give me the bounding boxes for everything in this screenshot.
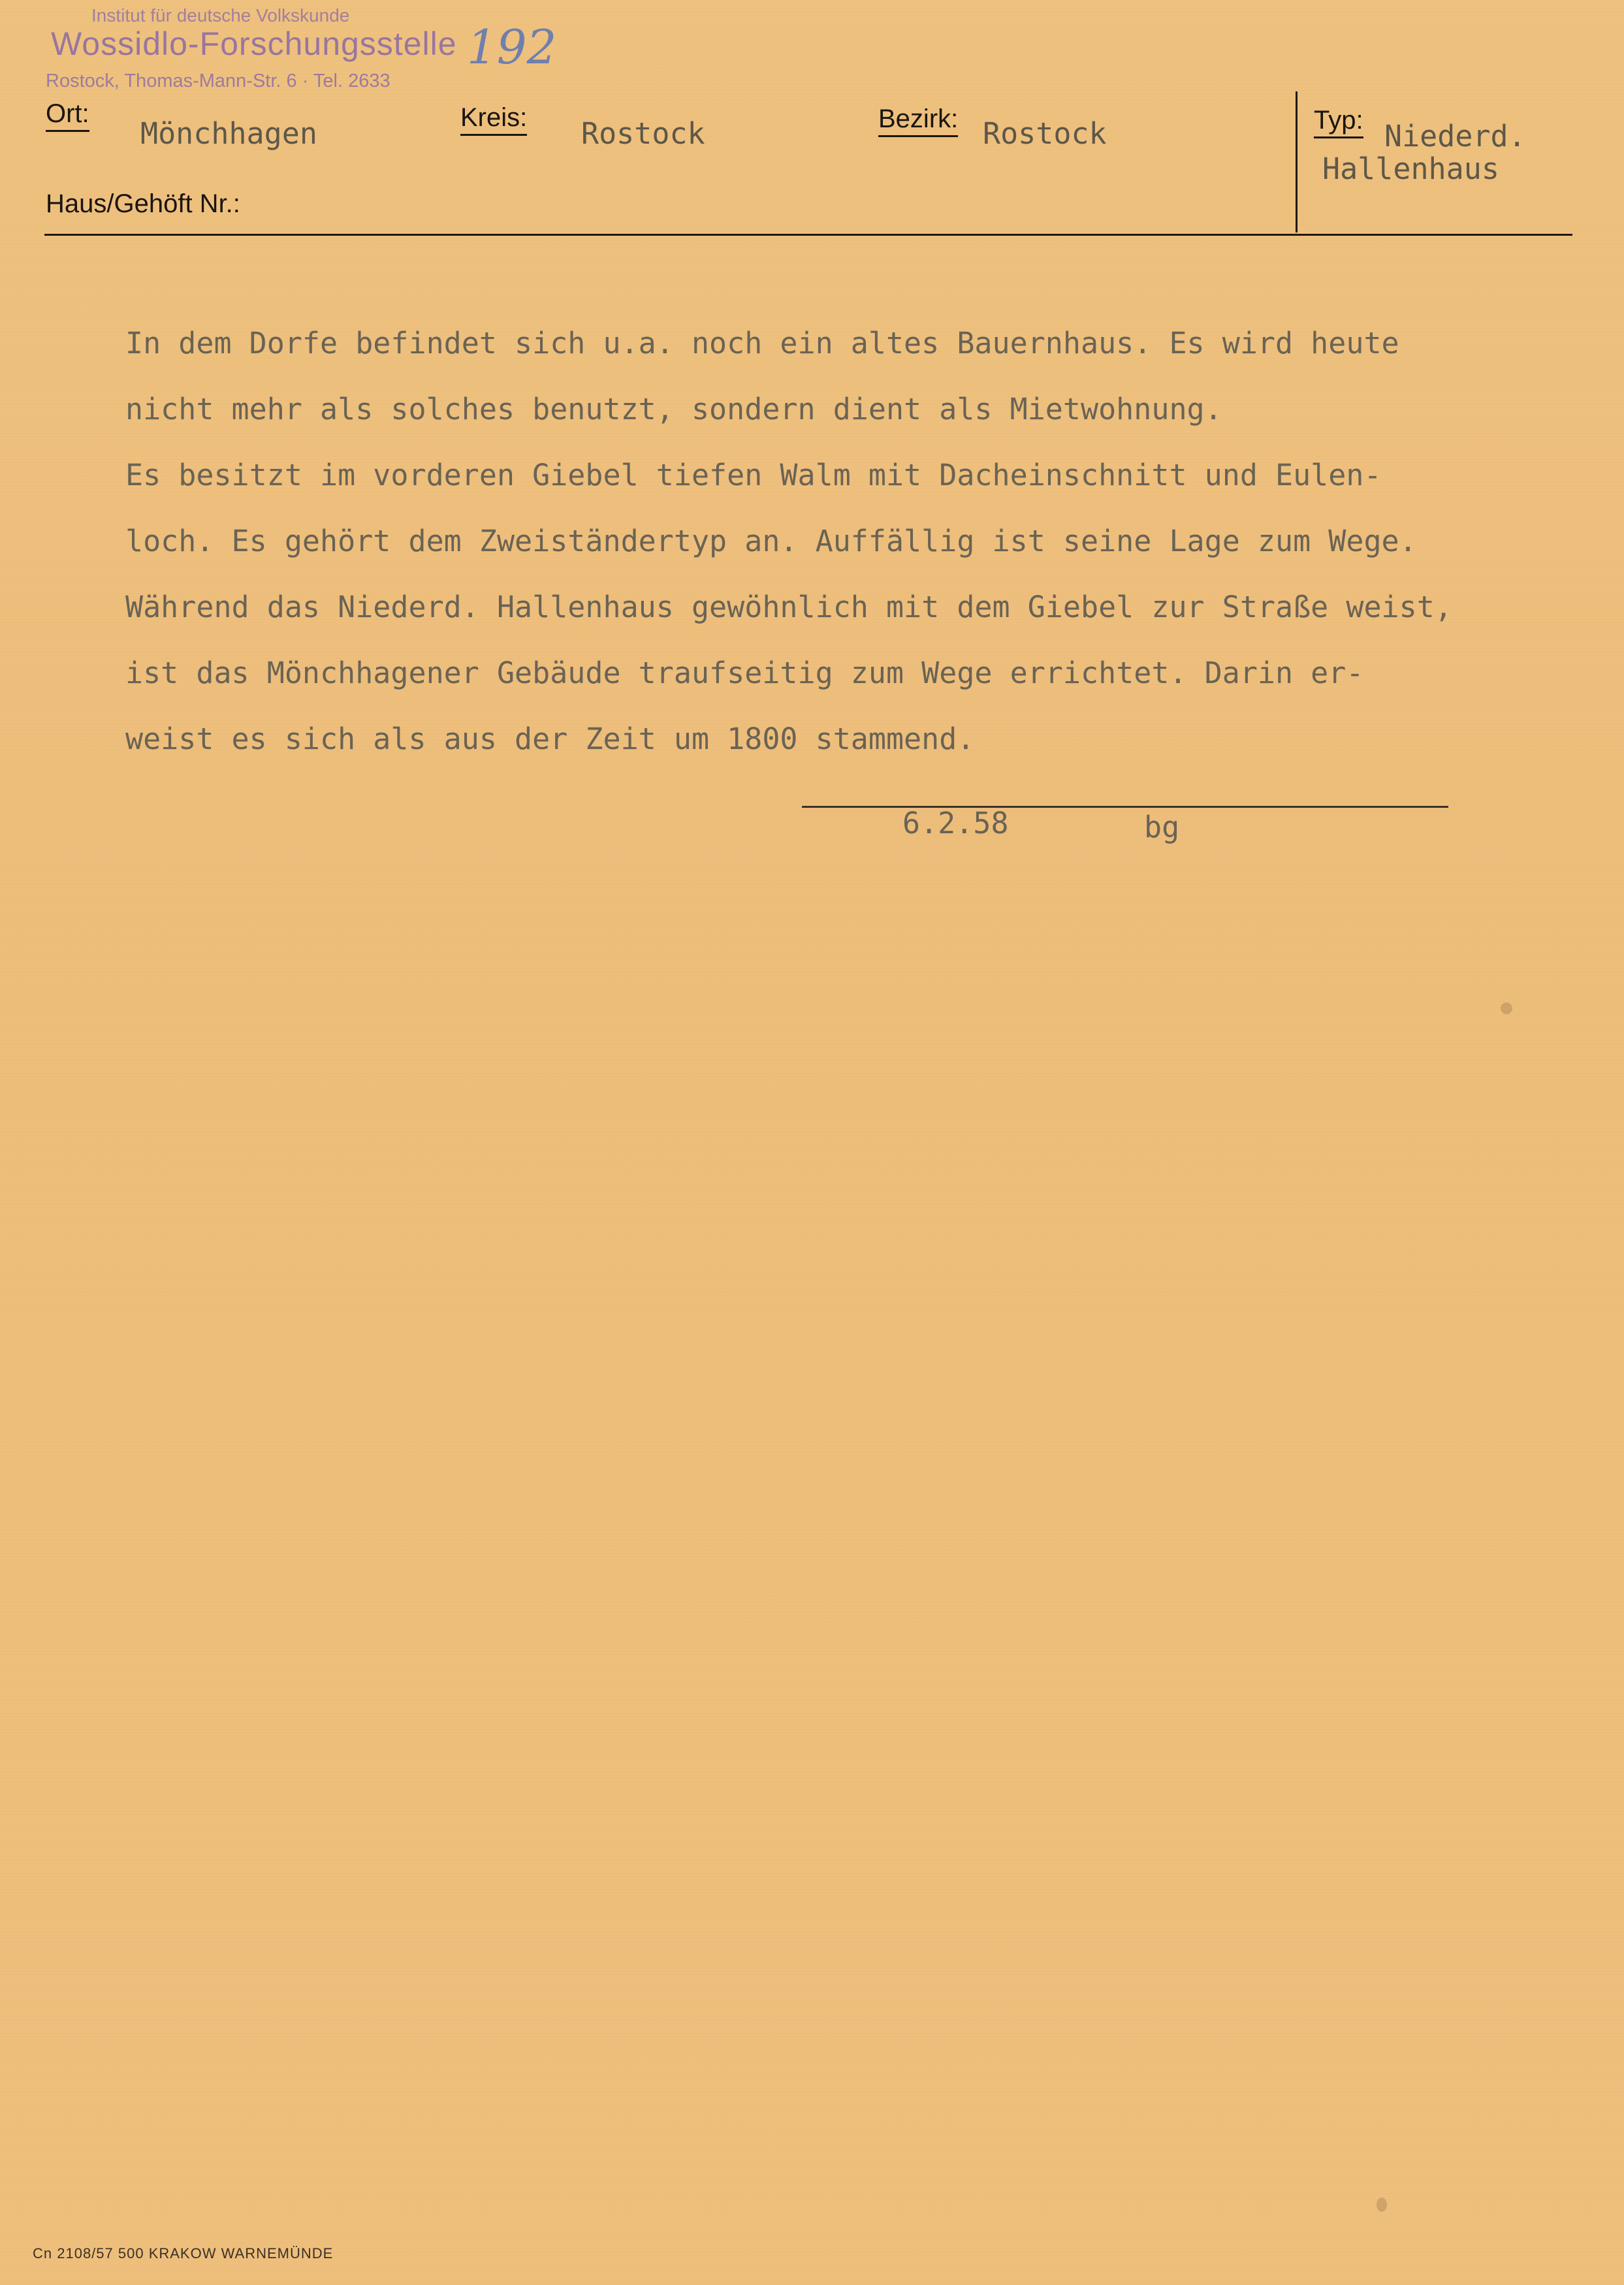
kreis-value: Rostock [581,116,705,151]
body-line: nicht mehr als solches benutzt, sondern dient als Mietwohnung. [125,392,1222,426]
body-line: Während das Niederd. Hallenhaus gewöhnlich mit dem Giebel zur Straße weist, [125,590,1452,624]
haus-gehoeft-label: Haus/Gehöft Nr.: [46,189,240,218]
signature-initials: bg [1144,810,1180,844]
print-note: Cn 2108/57 500 KRAKOW WARNEMÜNDE [33,2245,334,2261]
body-line: loch. Es gehört dem Zweiständertyp an. Auffällig ist seine Lage zum Wege. [125,524,1417,558]
body-line: In dem Dorfe befindet sich u.a. noch ein altes Bauernhaus. Es wird heute [125,326,1399,360]
typ-label: Typ: [1314,106,1363,138]
kreis-label: Kreis: [460,103,527,136]
handwritten-number: 192 [467,20,557,74]
paper-spot [1501,1002,1512,1014]
typ-value-line2: Hallenhaus [1322,152,1499,186]
stamp-line-institute: Institut für deutsche Volkskunde [91,5,350,25]
body-text [125,310,1588,772]
body-line: weist es sich als aus der Zeit um 1800 stammend. [125,722,975,756]
body-line: Es besitzt im vorderen Giebel tiefen Walm mit Dacheinschnitt und Eulen- [125,458,1382,492]
typ-value-line1: Niederd. [1384,119,1526,153]
header-vertical-divider [1296,91,1298,232]
bezirk-value: Rostock [983,116,1107,151]
body-line: ist das Mönchhagener Gebäude traufseitig zum Wege errichtet. Darin er- [125,656,1364,690]
institute-stamp [46,0,557,108]
bezirk-label: Bezirk: [878,104,958,137]
paper-spot [1377,2197,1387,2212]
stamp-line-name: Wossidlo-Forschungsstelle [51,25,457,62]
signature-date: 6.2.58 [902,806,1009,840]
signature-rule [802,806,1448,808]
ort-label: Ort: [46,99,89,132]
ort-value: Mönchhagen [140,116,317,151]
stamp-line-address: Rostock, Thomas-Mann-Str. 6 · Tel. 2633 [46,71,390,91]
header-bottom-rule [44,234,1572,236]
